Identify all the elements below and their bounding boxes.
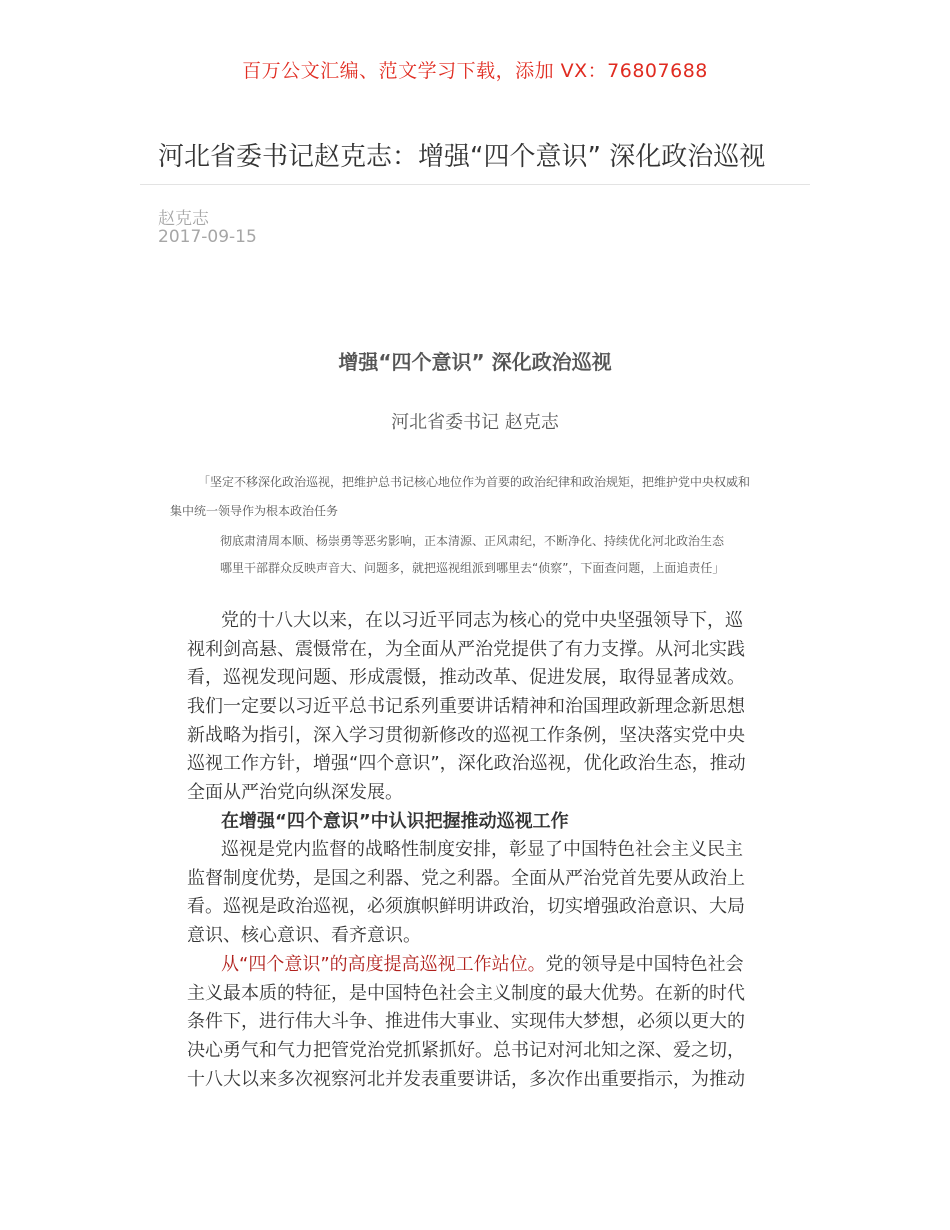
- paragraph-lead-rest: 党的领导是中国特色社会: [545, 954, 744, 975]
- paragraph-1: [187, 607, 767, 808]
- paragraph-line: 条件下，进行伟大斗争、推进伟大事业、实现伟大梦想，必须以更大的: [187, 1011, 745, 1033]
- paragraph-3: [187, 951, 767, 1094]
- paragraph-line: 主义最本质的特征，是中国特色社会主义制度的最大优势。在新的时代: [187, 982, 745, 1004]
- highlight-lead: 从“四个意识”的高度提高巡视工作站位。: [221, 954, 546, 975]
- paragraph-first-line: [187, 951, 767, 980]
- title-divider: [140, 184, 810, 185]
- paragraph-line: 全面从严治党向纵深发展。: [187, 782, 403, 804]
- paragraph-2: [187, 836, 767, 951]
- summary-quote-line: 哪里干部群众反映声音大、问题多，就把巡视组派到哪里去“侦察”，下面查问题，上面追责任」: [220, 561, 725, 575]
- paragraph-line: 我们一定要以习近平总书记系列重要讲话精神和治国理政新理念新思想: [187, 696, 745, 718]
- paragraph-line: 党的十八大以来，在以习近平同志为核心的党中央坚强领导下，巡: [221, 610, 743, 631]
- paragraph-line: 监督制度优势，是国之利器、党之利器。全面从严治党首先要从政治上: [187, 867, 745, 889]
- paragraph-line: 决心勇气和气力把管党治党抓紧抓好。总书记对河北知之深、爱之切，: [187, 1040, 745, 1062]
- summary-quote-line: 「坚定不移深化政治巡视，把维护总书记核心地位作为首要的政治纪律和政治规矩，把维护党中央权威和: [198, 475, 751, 489]
- paragraph-line: 巡视工作方针，增强“四个意识”，深化政治巡视，优化政治生态，推动: [187, 753, 746, 775]
- article-title: 河北省委书记赵克志：增强“四个意识” 深化政治巡视: [158, 142, 766, 172]
- content-heading: 增强“四个意识” 深化政治巡视: [338, 350, 612, 374]
- paragraph-line: 新战略为指引，深入学习贯彻新修改的巡视工作条例，坚决落实党中央: [187, 724, 745, 746]
- summary-quote-line: 集中统一领导作为根本政治任务: [170, 504, 339, 518]
- paragraph-line: 看。巡视是政治巡视，必须旗帜鲜明讲政治，切实增强政治意识、大局: [187, 896, 745, 918]
- paragraph-line: 十八大以来多次视察河北并发表重要讲话，多次作出重要指示，为推动: [187, 1068, 745, 1090]
- paragraph-line: 意识、核心意识、看齐意识。: [187, 925, 421, 947]
- promo-banner: 百万公文汇编、范文学习下载，添加 VX：76807688: [242, 60, 708, 82]
- paragraph-line: 看，巡视发现问题、形成震慑，推动改革、促进发展，取得显著成效。: [187, 667, 745, 689]
- content-byline: 河北省委书记 赵克志: [391, 412, 559, 433]
- paragraph-line: 巡视是党内监督的战略性制度安排，彰显了中国特色社会主义民主: [221, 839, 743, 860]
- section-subheading: [187, 808, 767, 837]
- paragraph-line: 视利剑高悬、震慑常在，为全面从严治党提供了有力支撑。从河北实践: [187, 638, 745, 660]
- article-author: 赵克志: [158, 209, 209, 229]
- subheading-text: 在增强“四个意识”中认识把握推动巡视工作: [221, 811, 569, 832]
- summary-quote-line: 彻底肃清周本顺、杨崇勇等恶劣影响，正本清源、正风肃纪，不断净化、持续优化河北政治生态: [220, 534, 725, 548]
- article-date: 2017-09-15: [158, 227, 257, 247]
